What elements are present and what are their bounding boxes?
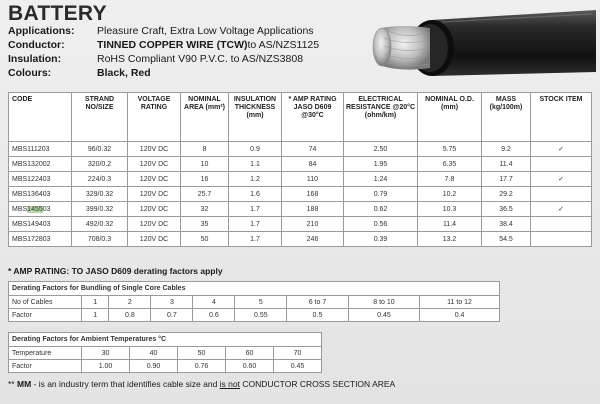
table-row xyxy=(9,172,592,187)
table-cell: 0.39 xyxy=(344,232,418,247)
table-cell: 120V DC xyxy=(128,172,181,187)
row-label: Factor xyxy=(9,309,82,322)
stock-check-icon: ✓ xyxy=(531,202,592,217)
stock-check-icon xyxy=(531,157,592,172)
table-cell: 0.55 xyxy=(235,309,287,322)
table-row xyxy=(9,232,592,247)
spec-row-colours xyxy=(8,66,319,80)
table-cell: 1.2 xyxy=(229,172,282,187)
table-cell: 13.2 xyxy=(418,232,482,247)
table-cell: 9.2 xyxy=(482,142,531,157)
table-cell: 2 xyxy=(109,296,151,309)
footnote-prefix: ** xyxy=(8,379,17,389)
table-row xyxy=(9,157,592,172)
stock-check-icon: ✓ xyxy=(531,172,592,187)
table-cell: 5.75 xyxy=(418,142,482,157)
page-title: BATTERY xyxy=(8,2,107,25)
table-cell: 0.5 xyxy=(287,309,349,322)
table-cell: 4 xyxy=(193,296,235,309)
spec-label: Insulation: xyxy=(8,53,62,65)
table-cell: 3 xyxy=(151,296,193,309)
table-cell: 0.45 xyxy=(274,360,322,373)
table-cell: 188 xyxy=(282,202,344,217)
table-cell: 1.7 xyxy=(229,202,282,217)
table-cell: 5 xyxy=(235,296,287,309)
code-suffix: 03 xyxy=(42,205,51,213)
table-cell: 1.1 xyxy=(229,157,282,172)
table-row xyxy=(9,142,592,157)
table-cell: 1 xyxy=(82,309,109,322)
table-cell: 110 xyxy=(282,172,344,187)
stock-check-icon xyxy=(531,217,592,232)
table-cell: 1.00 xyxy=(82,360,130,373)
table-row xyxy=(9,309,500,322)
row-label: Factor xyxy=(9,360,82,373)
cable-image xyxy=(372,10,596,78)
row-label: Temperature xyxy=(9,347,82,360)
table-cell: 25.7 xyxy=(181,187,229,202)
table-row xyxy=(9,202,592,217)
table-cell: 11.4 xyxy=(482,157,531,172)
table-cell: 10.3 xyxy=(418,202,482,217)
stock-check-icon: ✓ xyxy=(531,142,592,157)
header-insulation: INSULATION THICKNESS (mm) xyxy=(229,93,282,142)
table-cell: 1.24 xyxy=(344,172,418,187)
product-code-cell: MBS132002 xyxy=(9,157,72,172)
product-code-cell: MBS172803 xyxy=(9,232,72,247)
table-caption-row xyxy=(9,333,322,347)
table-row xyxy=(9,187,592,202)
table-caption: Derating Factors for Ambient Temperatures °C xyxy=(9,333,322,347)
table-cell: 0.79 xyxy=(344,187,418,202)
header-od: NOMINAL O.D. (mm) xyxy=(418,93,482,142)
header-stock: STOCK ITEM xyxy=(531,93,592,142)
header-amp-rating: * AMP RATING JASO D609 @30°C xyxy=(282,93,344,142)
product-code-cell: MBS149403 xyxy=(9,217,72,232)
table-row xyxy=(9,347,322,360)
table-cell: 10 xyxy=(181,157,229,172)
spec-value-bold: TINNED COPPER WIRE (TCW) xyxy=(97,39,248,51)
table-cell: 120V DC xyxy=(128,142,181,157)
cable-spec-table xyxy=(8,92,592,247)
table-cell: 1 xyxy=(82,296,109,309)
table-cell: 492/0.32 xyxy=(72,217,128,232)
table-cell: 6.35 xyxy=(418,157,482,172)
table-cell: 84 xyxy=(282,157,344,172)
header-resistance: ELECTRICAL RESISTANCE @20°C (ohm/km) xyxy=(344,93,418,142)
spec-value-bold: Black, Red xyxy=(97,67,151,79)
table-cell: 16 xyxy=(181,172,229,187)
table-cell: 1.95 xyxy=(344,157,418,172)
table-cell: 0.60 xyxy=(226,360,274,373)
table-cell: 29.2 xyxy=(482,187,531,202)
table-cell: 0.56 xyxy=(344,217,418,232)
table-cell: 2.50 xyxy=(344,142,418,157)
table-cell: 120V DC xyxy=(128,232,181,247)
stock-check-icon xyxy=(531,187,592,202)
table-cell: 60 xyxy=(226,347,274,360)
table-cell: 38.4 xyxy=(482,217,531,232)
table-cell: 0.90 xyxy=(130,360,178,373)
table-cell: 17.7 xyxy=(482,172,531,187)
ambient-derating-table xyxy=(8,332,322,373)
table-cell: 0.76 xyxy=(178,360,226,373)
table-cell: 320/0.2 xyxy=(72,157,128,172)
spec-row-conductor xyxy=(8,38,319,52)
table-cell: 329/0.32 xyxy=(72,187,128,202)
table-cell: 224/0.3 xyxy=(72,172,128,187)
table-cell: 210 xyxy=(282,217,344,232)
table-cell: 0.4 xyxy=(420,309,500,322)
spec-label: Conductor: xyxy=(8,39,65,51)
table-cell: 399/0.32 xyxy=(72,202,128,217)
spec-value: RoHS Compliant V90 P.V.C. to AS/NZS3808 xyxy=(97,53,304,65)
table-cell: 32 xyxy=(181,202,229,217)
header-code: CODE xyxy=(9,93,72,142)
row-label: No of Cables xyxy=(9,296,82,309)
spec-label: Colours: xyxy=(8,67,52,79)
table-cell: 1.6 xyxy=(229,187,282,202)
table-cell: 1.7 xyxy=(229,232,282,247)
table-row xyxy=(9,360,322,373)
amp-rating-note: * AMP RATING: TO JASO D609 derating factors apply xyxy=(8,266,223,276)
table-cell: 6 to 7 xyxy=(287,296,349,309)
product-code-cell: MBS111203 xyxy=(9,142,72,157)
table-cell: 96/0.32 xyxy=(72,142,128,157)
header-area: NOMINAL AREA (mm²) xyxy=(181,93,229,142)
table-cell: 120V DC xyxy=(128,187,181,202)
footnote-term: MM xyxy=(16,379,32,389)
spec-row-insulation xyxy=(8,52,319,66)
spec-label: Applications: xyxy=(8,25,75,37)
table-cell: 0.7 xyxy=(151,309,193,322)
spec-row-applications xyxy=(8,24,319,38)
product-code-cell: MBS136403 xyxy=(9,187,72,202)
table-cell: 120V DC xyxy=(128,217,181,232)
table-cell: 0.62 xyxy=(344,202,418,217)
table-body xyxy=(9,142,592,247)
table-cell: 8 to 10 xyxy=(348,296,419,309)
table-cell: 708/0.3 xyxy=(72,232,128,247)
table-cell: 0.6 xyxy=(193,309,235,322)
code-prefix: MBS xyxy=(12,205,28,213)
header-mass: MASS (kg/100m) xyxy=(482,93,531,142)
table-cell: 10.2 xyxy=(418,187,482,202)
product-code-cell xyxy=(9,202,72,217)
table-cell: 70 xyxy=(274,347,322,360)
bundling-derating-table xyxy=(8,281,500,322)
table-cell: 50 xyxy=(178,347,226,360)
table-cell: 11.4 xyxy=(418,217,482,232)
table-cell: 0.9 xyxy=(229,142,282,157)
table-cell: 0.8 xyxy=(109,309,151,322)
highlighted-code-part: 1455 xyxy=(27,205,43,213)
table-cell: 35 xyxy=(181,217,229,232)
table-cell: 30 xyxy=(82,347,130,360)
table-cell: 120V DC xyxy=(128,202,181,217)
table-cell: 120V DC xyxy=(128,157,181,172)
table-cell: 8 xyxy=(181,142,229,157)
table-cell: 168 xyxy=(282,187,344,202)
stock-check-icon xyxy=(531,232,592,247)
table-row xyxy=(9,296,500,309)
footnote xyxy=(8,379,395,389)
table-row xyxy=(9,217,592,232)
table-cell: 36.5 xyxy=(482,202,531,217)
table-cell: 54.5 xyxy=(482,232,531,247)
header-strand: STRAND NO/SIZE xyxy=(72,93,128,142)
header-voltage: VOLTAGE RATING xyxy=(128,93,181,142)
table-cell: 11 to 12 xyxy=(420,296,500,309)
table-header-row xyxy=(9,93,592,142)
table-caption-row xyxy=(9,282,500,296)
footnote-text-end: CONDUCTOR CROSS SECTION AREA xyxy=(240,379,396,389)
spec-value-tail: to AS/NZS1125 xyxy=(247,39,320,51)
footnote-emphasis: is not xyxy=(219,379,240,389)
table-cell: 40 xyxy=(130,347,178,360)
table-cell: 246 xyxy=(282,232,344,247)
table-caption: Derating Factors for Bundling of Single Core Cables xyxy=(9,282,500,296)
spec-list xyxy=(8,24,319,80)
footnote-text: - is an industry term that identifies cable size and xyxy=(31,379,220,389)
table-cell: 50 xyxy=(181,232,229,247)
table-cell: 0.45 xyxy=(348,309,419,322)
product-code-cell: MBS122403 xyxy=(9,172,72,187)
spec-value: Pleasure Craft, Extra Low Voltage Applications xyxy=(97,25,314,37)
table-cell: 1.7 xyxy=(229,217,282,232)
table-cell: 74 xyxy=(282,142,344,157)
table-cell: 7.8 xyxy=(418,172,482,187)
